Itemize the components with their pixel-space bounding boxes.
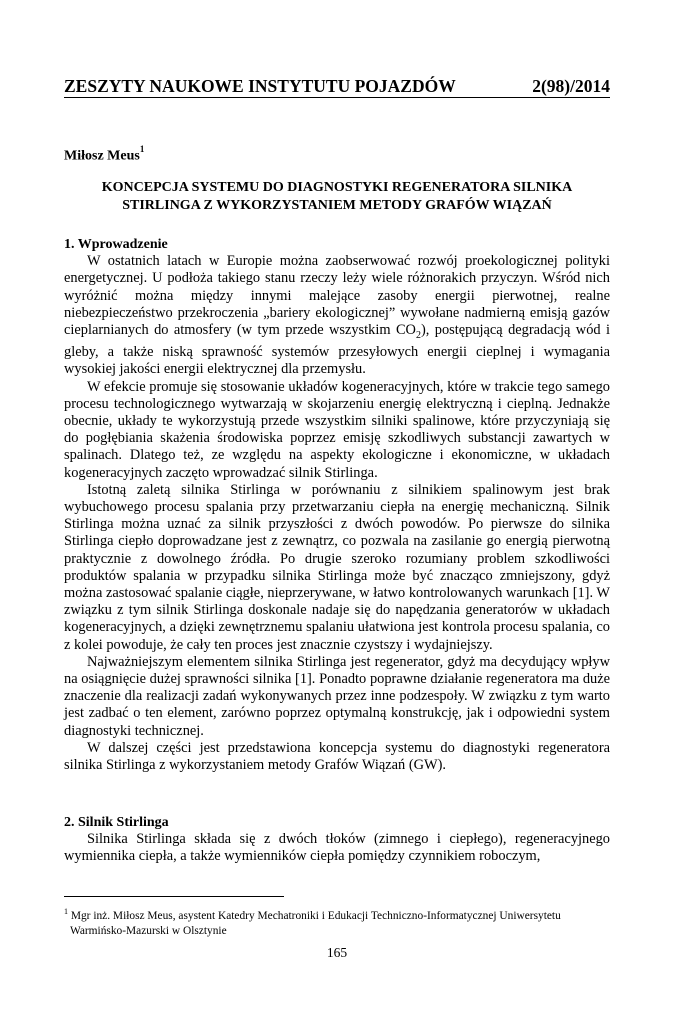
section-heading: 1. Wprowadzenie bbox=[64, 237, 168, 252]
journal-header bbox=[64, 76, 610, 98]
paragraph: W efekcie promuje się stosowanie układów kogeneracyjnych, które w trakcie tego samego procesu technologicznego wytwarzają w skojarzeniu energię elektryczną i cieplną. Jednakże obecnie, układy te wykorzystują przede wszystkim silniki spalinowe, które przyczyniają się do pogłębiania skażenia środowiska poprzez emisję szkodliwych substancji zawartych w spalinach. Dlatego też, ze względu na aspekty ekologiczne i ekonomiczne, w układach kogeneracyjnych zaczęto wprowadzać silnik Stirlinga. bbox=[64, 378, 610, 481]
footnote-line bbox=[64, 904, 610, 924]
footnote bbox=[64, 904, 610, 939]
footnote-mark: 1 bbox=[64, 907, 68, 916]
article-title bbox=[64, 179, 610, 215]
article-title-line: STIRLINGA Z WYKORZYSTANIEM METODY GRAFÓW WIĄZAŃ bbox=[122, 198, 552, 213]
paragraph bbox=[64, 253, 610, 378]
journal-issue: 2(98)/2014 bbox=[532, 76, 610, 96]
author-name: Miłosz Meus bbox=[64, 148, 140, 164]
paragraph: Istotną zaletą silnika Stirlinga w porównaniu z silnikiem spalinowym jest brak wybuchowego procesu spalania przy przetwarzaniu ciepła na energię mechaniczną. Silnik Stirlinga można uznać za silnik przyszłości z dwóch powodów. Po pierwsze do silnika Stirlinga ciepło doprowadzane jest z zewnątrz, co pozwala na zasilanie go energią pierwotną praktycznie z dowolnego źródła. Po drugie szeroko rozumiany problem szkodliwości produktów spalania w przypadku silnika Stirlinga może być znacząco zmniejszony, gdyż można zastosować spalanie ciągłe, nieprzerywane, w łatwo kontrolowanych warunkach [1]. W związku z tym silnik Stirlinga doskonale nadaje się do napędzania generatorów w układach kogeneracyjnych, a dzięki zewnętrznemu spalaniu ułatwiona jest kontrola procesu spalania, co z kolei powoduje, że cały ten proces jest znacznie czystszy i wydajniejszy. bbox=[64, 481, 610, 653]
paragraph-text: ), postępującą degradacją wód i gleby, a także niską sprawność systemów przesyłowych energii cieplnej i wymagania wysokiej jakości energii elektrycznej dla przemysłu. bbox=[64, 322, 610, 378]
paragraph: Silnika Stirlinga składa się z dwóch tłoków (zimnego i ciepłego), regeneracyjnego wymiennika ciepła, a także wymienników ciepła pomiędzy czynnikiem roboczym, bbox=[64, 831, 610, 865]
journal-title: ZESZYTY NAUKOWE INSTYTUTU POJAZDÓW bbox=[64, 76, 456, 96]
author-footnote-mark: 1 bbox=[139, 144, 145, 154]
section-introduction bbox=[64, 236, 610, 774]
subscript: 2 bbox=[415, 329, 421, 341]
footnote-divider bbox=[64, 896, 284, 897]
section-stirling-engine bbox=[64, 814, 610, 866]
author bbox=[64, 142, 144, 166]
paragraph: W dalszej części jest przedstawiona koncepcja systemu do diagnostyki regeneratora silnika Stirlinga z wykorzystaniem metody Grafów Wiązań (GW). bbox=[64, 739, 610, 773]
section-heading: 2. Silnik Stirlinga bbox=[64, 815, 169, 830]
paragraph: Najważniejszym elementem silnika Stirlinga jest regenerator, gdyż ma decydujący wpływ na osiągnięcie dużej sprawności silnika [1]. Ponadto poprawne działanie regeneratora ma duże znaczenie dla realizacji zadań wykonywanych przez inne podzespoły. W związku z tym warto jest zadbać o ten element, zarówno poprzez optymalną konstrukcję, jak i odpowiedni system diagnostyki technicznej. bbox=[64, 653, 610, 739]
footnote-text: Mgr inż. Miłosz Meus, asystent Katedry Mechatroniki i Edukacji Techniczno-Informatycznej Uniwersytetu bbox=[70, 909, 561, 922]
article-title-line: KONCEPCJA SYSTEMU DO DIAGNOSTYKI REGENERATORA SILNIKA bbox=[101, 180, 573, 195]
page-number: 165 bbox=[326, 945, 348, 960]
footnote-line: Warmińsko-Mazurski w Olsztynie bbox=[70, 924, 227, 937]
paragraph-text: W ostatnich latach w Europie można zaobserwować rozwój proekologicznej polityki energetycznej. U podłoża takiego stanu rzeczy leży wiele różnorakich przyczyn. Wśród nich wyróżnić można między innymi malejące zasoby energii pierwotnej, realne niebezpieczeństwo przekroczenia „bariery ekologicznej” wywołane nadmierną emisją gazów cieplarnianych do atmosfery (w tym przede wszystkim CO bbox=[64, 253, 610, 339]
